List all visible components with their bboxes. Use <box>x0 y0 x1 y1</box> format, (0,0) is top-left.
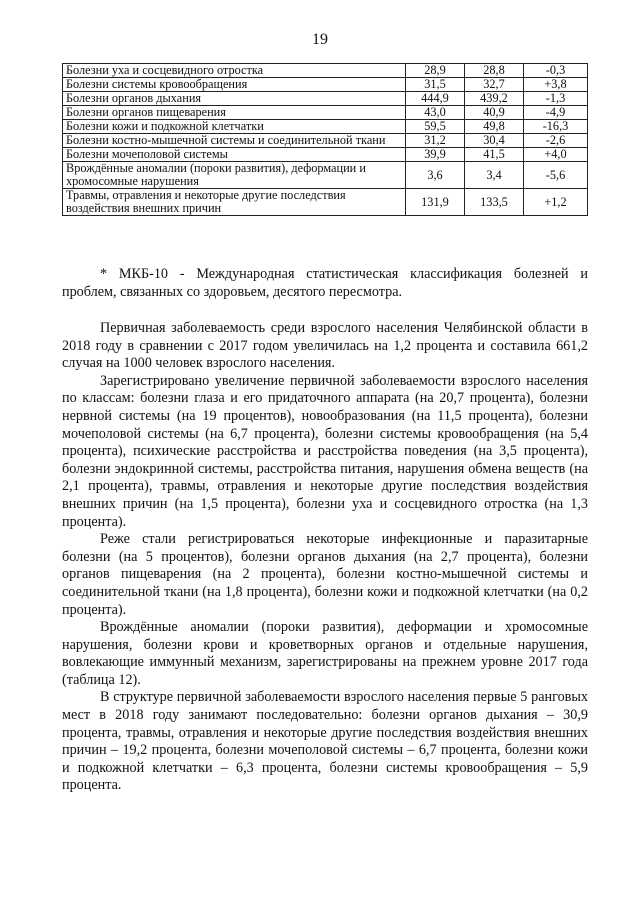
value-2017-cell: 444,9 <box>406 92 465 106</box>
table-row <box>63 162 588 189</box>
change-cell: +3,8 <box>524 78 588 92</box>
body-text <box>62 320 588 795</box>
paragraph: Первичная заболеваемость среди взрослого населения Челябинской области в 2018 году в сравнении с 2017 годом увеличилась на 1,2 процента и составила 661,2 случая на 1000 человек взрослого населения. <box>62 320 588 372</box>
disease-class-cell: Болезни кожи и подкожной клетчатки <box>63 120 406 134</box>
page-number: 19 <box>312 31 328 48</box>
change-cell: +4,0 <box>524 148 588 162</box>
value-2018-cell: 3,4 <box>465 162 524 189</box>
disease-class-cell: Болезни костно-мышечной системы и соединительной ткани <box>63 134 406 148</box>
morbidity-table <box>62 63 588 216</box>
value-2017-cell: 131,9 <box>406 189 465 216</box>
paragraph: В структуре первичной заболеваемости взрослого населения первые 5 ранговых мест в 2018 году занимают последовательно: болезни органов дыхания – 30,9 процента, травмы, отравления и некоторые другие последствия воздействия внешних причин – 19,2 процента, болезни мочеполовой системы – 6,7 процента, болезни кожи и подкожной клетчатки – 6,3 процента, болезни системы кровообращения – 5,9 процента. <box>62 689 588 794</box>
value-2018-cell: 30,4 <box>465 134 524 148</box>
table-row <box>63 64 588 78</box>
value-2018-cell: 439,2 <box>465 92 524 106</box>
change-cell: -16,3 <box>524 120 588 134</box>
value-2018-cell: 32,7 <box>465 78 524 92</box>
table-row <box>63 189 588 216</box>
value-2018-cell: 133,5 <box>465 189 524 216</box>
footnote-text: * МКБ-10 - Международная статистическая классификация болезней и проблем, связанных со здоровьем, десятого пересмотра. <box>62 266 588 300</box>
table-row <box>63 78 588 92</box>
paragraph: Реже стали регистрироваться некоторые инфекционные и паразитарные болезни (на 5 процентов), болезни органов дыхания (на 2,7 процента), болезни органов пищеварения (на 2 процента), болезни костно-мышечной системы и соединительной ткани (на 1,8 процента), болезни кожи и подкожной клетчатки (на 0,2 процента). <box>62 531 588 618</box>
disease-class-cell: Болезни системы кровообращения <box>63 78 406 92</box>
disease-class-cell: Болезни органов пищеварения <box>63 106 406 120</box>
table-row <box>63 92 588 106</box>
value-2017-cell: 39,9 <box>406 148 465 162</box>
disease-class-cell: Болезни органов дыхания <box>63 92 406 106</box>
change-cell: -1,3 <box>524 92 588 106</box>
table-row <box>63 134 588 148</box>
value-2017-cell: 59,5 <box>406 120 465 134</box>
paragraph: Зарегистрировано увеличение первичной заболеваемости взрослого населения по классам: болезни глаза и его придаточного аппарата (на 20,7 процента), болезни нервной системы (на 19 процентов), новообразования (на 11,5 процента), болезни мочеполовой системы (на 6,7 процента), болезни системы кровообращения (на 5,4 процента), психические расстройства и расстройства поведения (на 3,5 процента), болезни эндокринной системы, расстройства питания, нарушения обмена веществ (на 2,1 процента), травмы, отравления и некоторые другие последствия воздействия внешних причин (на 1,5 процента), болезни уха и сосцевидного отростка (на 1,3 процента). <box>62 372 588 530</box>
value-2017-cell: 3,6 <box>406 162 465 189</box>
value-2017-cell: 31,2 <box>406 134 465 148</box>
disease-class-cell: Болезни уха и сосцевидного отростка <box>63 64 406 78</box>
disease-class-cell: Врождённые аномалии (пороки развития), деформации и хромосомные нарушения <box>63 162 406 189</box>
change-cell: -5,6 <box>524 162 588 189</box>
change-cell: -4,9 <box>524 106 588 120</box>
disease-class-cell: Травмы, отравления и некоторые другие последствия воздействия внешних причин <box>63 189 406 216</box>
paragraph: Врождённые аномалии (пороки развития), деформации и хромосомные нарушения, болезни крови и кроветворных органов и отдельные нарушения, вовлекающие иммунный механизм, зарегистрированы на прежнем уровне 2017 года (таблица 12). <box>62 619 588 688</box>
table-row <box>63 148 588 162</box>
table-row <box>63 120 588 134</box>
value-2017-cell: 43,0 <box>406 106 465 120</box>
footnote <box>62 266 588 301</box>
change-cell: -2,6 <box>524 134 588 148</box>
value-2017-cell: 28,9 <box>406 64 465 78</box>
value-2017-cell: 31,5 <box>406 78 465 92</box>
disease-class-cell: Болезни мочеполовой системы <box>63 148 406 162</box>
value-2018-cell: 28,8 <box>465 64 524 78</box>
value-2018-cell: 40,9 <box>465 106 524 120</box>
table-row <box>63 106 588 120</box>
change-cell: +1,2 <box>524 189 588 216</box>
value-2018-cell: 41,5 <box>465 148 524 162</box>
change-cell: -0,3 <box>524 64 588 78</box>
value-2018-cell: 49,8 <box>465 120 524 134</box>
